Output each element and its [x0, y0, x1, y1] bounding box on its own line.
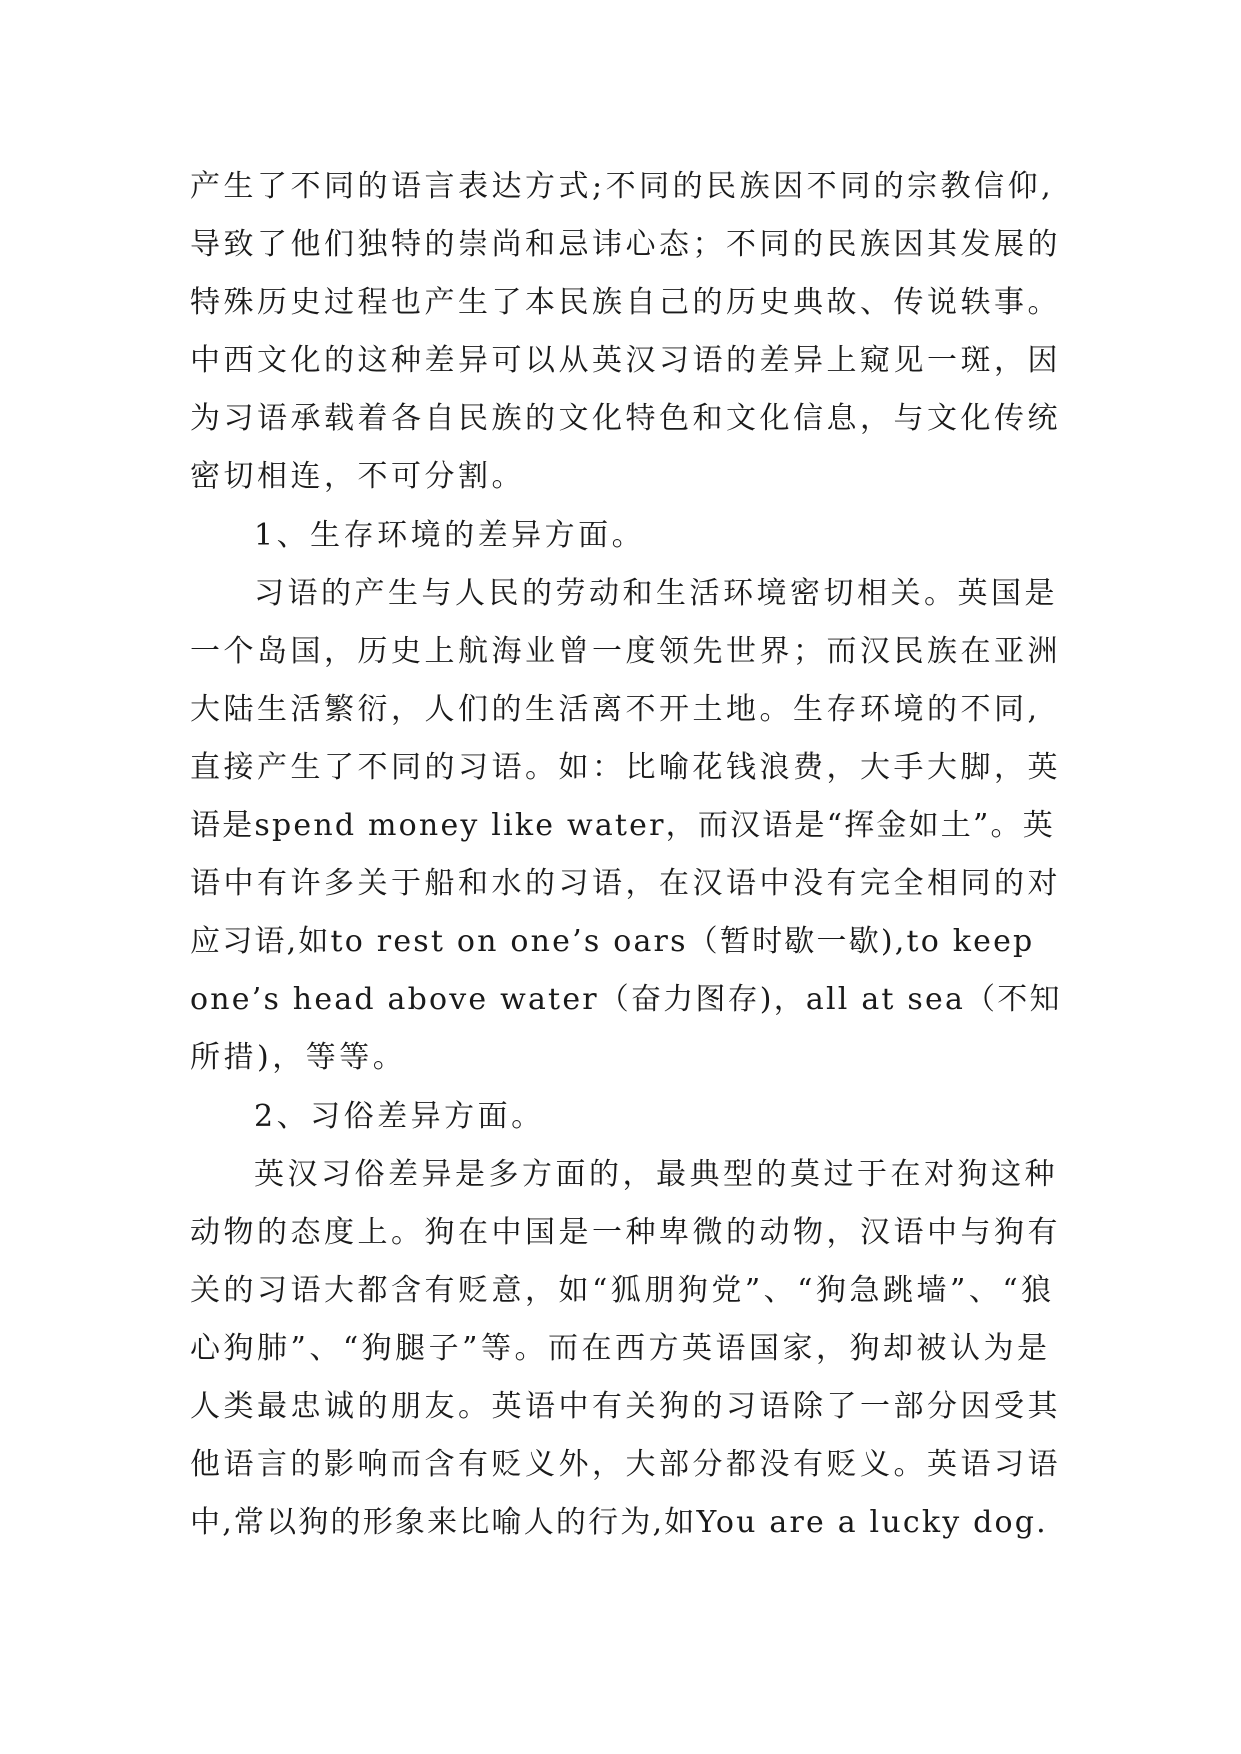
text-line: 中,常以狗的形象来比喻人的行为,如You are a lucky dog.	[190, 1505, 1048, 1541]
text-line: 所措)，等等。	[190, 1040, 407, 1076]
text-line: 语是spend money like water，而汉语是“挥金如土”。英	[190, 808, 1055, 844]
text-line: one’s head above water（奋力图存)，all at sea（不知	[190, 982, 1062, 1018]
text-line: 应习语,如to rest on one’s oars（暂时歇一歇),to keep	[190, 924, 1035, 960]
section-heading: 1、生存环境的差异方面。	[254, 517, 646, 553]
text-line: 导致了他们独特的崇尚和忌讳心态；不同的民族因其发展的	[190, 227, 1061, 263]
text-line: 密切相连，不可分割。	[190, 459, 525, 495]
text-line: 心狗肺”、“狗腿子”等。而在西方英语国家，狗却被认为是	[190, 1330, 1051, 1366]
text-line: 他语言的影响而含有贬义外，大部分都没有贬义。英语习语	[190, 1447, 1061, 1483]
body-text	[190, 158, 1080, 1552]
paragraph-start: 英汉习俗差异是多方面的，最典型的莫过于在对狗这种	[254, 1156, 1058, 1192]
text-line: 大陆生活繁衍，人们的生活离不开土地。生存环境的不同,	[190, 691, 1041, 727]
text-line: 动物的态度上。狗在中国是一种卑微的动物，汉语中与狗有	[190, 1214, 1061, 1250]
paragraph-start: 习语的产生与人民的劳动和生活环境密切相关。英国是	[254, 575, 1058, 611]
section-heading: 2、习俗差异方面。	[254, 1098, 545, 1134]
text-line: 特殊历史过程也产生了本民族自己的历史典故、传说轶事。	[190, 285, 1061, 321]
text-line: 一个岛国，历史上航海业曾一度领先世界；而汉民族在亚洲	[190, 633, 1061, 669]
text-line: 语中有许多关于船和水的习语，在汉语中没有完全相同的对	[190, 866, 1061, 902]
text-line: 为习语承载着各自民族的文化特色和文化信息，与文化传统	[190, 401, 1061, 437]
text-line: 关的习语大都含有贬意，如“狐朋狗党”、“狗急跳墙”、“狼	[190, 1272, 1055, 1308]
text-line: 直接产生了不同的习语。如：比喻花钱浪费，大手大脚，英	[190, 749, 1061, 785]
text-line: 中西文化的这种差异可以从英汉习语的差异上窥见一斑，因	[190, 343, 1061, 379]
text-line: 产生了不同的语言表达方式;不同的民族因不同的宗教信仰,	[190, 169, 1055, 204]
text-line: 人类最忠诚的朋友。英语中有关狗的习语除了一部分因受其	[190, 1388, 1061, 1424]
